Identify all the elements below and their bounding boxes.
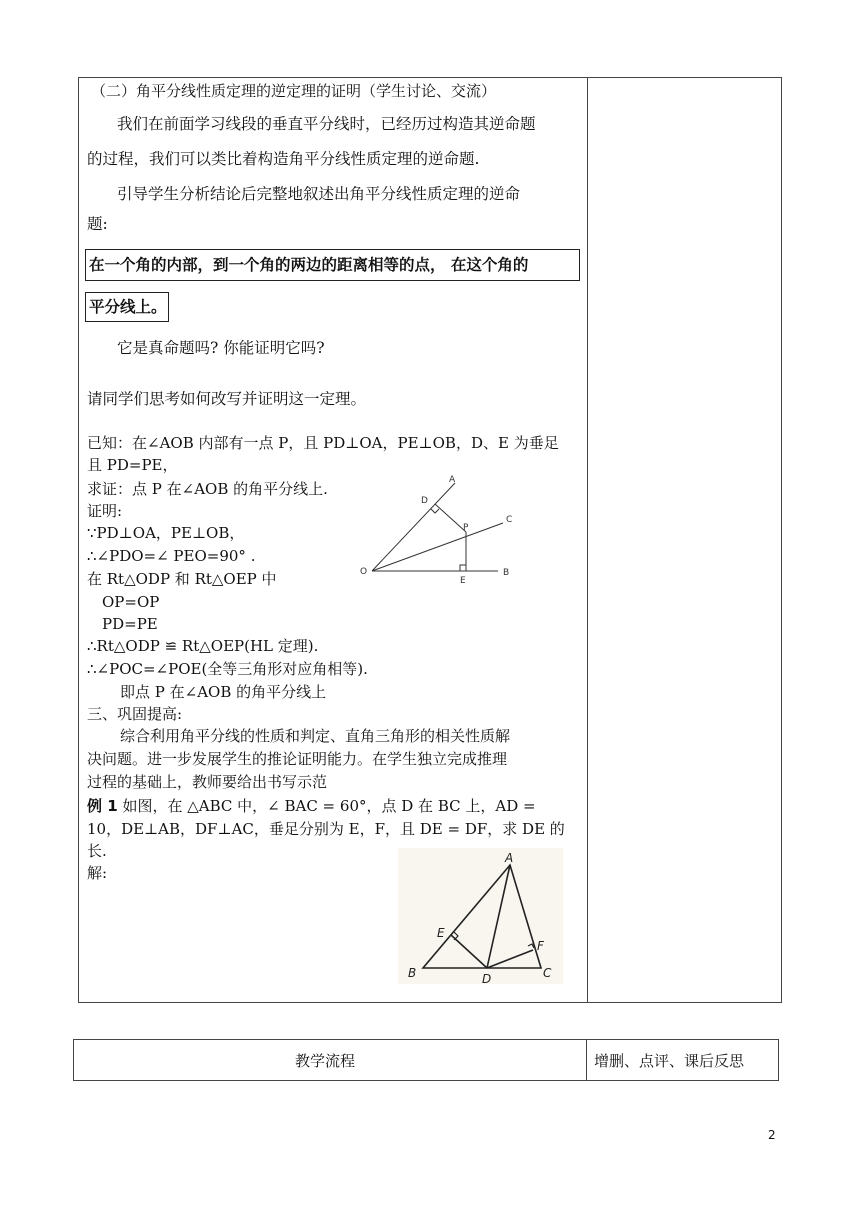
prove-statement: 求证：点 P 在∠AOB 的角平分线上.	[87, 480, 328, 498]
theorem-line2: 平分线上。	[89, 298, 167, 316]
given-line1: 已知：在∠AOB 内部有一点 P，且 PD⊥OA，PE⊥OB，D、E 为垂足	[87, 434, 559, 452]
section2-para2-line1: 引导学生分析结论后完整地叙述出角平分线性质定理的逆命	[117, 185, 521, 203]
example-label: 例 1	[87, 797, 118, 815]
given-line2: 且 PD=PE，	[87, 456, 178, 474]
fig2-label-f: F	[537, 939, 544, 953]
fig1-label-p: P	[463, 523, 469, 533]
solution-label: 解:	[87, 864, 108, 882]
fig1-label-o: O	[360, 567, 368, 577]
section2-question: 它是真命题吗? 你能证明它吗?	[117, 339, 325, 357]
section2-para1-line1: 我们在前面学习线段的垂直平分线时，已经历过构造其逆命题	[117, 115, 536, 133]
section2-prompt: 请同学们思考如何改写并证明这一定理。	[87, 390, 367, 408]
section3-para-line2: 决问题。进一步发展学生的推论证明能力。在学生独立完成推理	[87, 750, 508, 768]
section2-para1-line2: 的过程，我们可以类比着构造角平分线性质定理的逆命题.	[87, 150, 480, 168]
fig2-label-d: D	[482, 972, 492, 984]
triangle-figure	[398, 848, 563, 984]
section2-heading: （二）角平分线性质定理的逆定理的证明（学生讨论、交流）	[91, 82, 497, 100]
theorem-line1: 在一个角的内部，到一个角的两边的距离相等的点， 在这个角的	[89, 256, 529, 274]
table-column-divider	[587, 77, 588, 1003]
section2-para2-line2: 题:	[87, 215, 108, 233]
flow-table-col1: 教学流程	[295, 1052, 356, 1070]
fig2-label-c: C	[543, 966, 552, 980]
example-line2: 10，DE⊥AB，DF⊥AC，垂足分别为 E，F，且 DE = DF，求 DE 的	[87, 820, 565, 838]
proof-step8: 即点 P 在∠AOB 的角平分线上	[120, 683, 327, 701]
section3-para-line3: 过程的基础上，教师要给出书写示范	[87, 773, 328, 791]
section3-para-line1: 综合利用角平分线的性质和判定、直角三角形的相关性质解	[120, 727, 511, 745]
fig1-label-d: D	[421, 496, 428, 506]
example-line3: 长.	[87, 842, 107, 860]
fig2-label-e: E	[437, 926, 445, 940]
example-text-line1: 如图，在 △ABC 中，∠ BAC = 60°，点 D 在 BC 上，AD =	[117, 797, 536, 815]
flow-table-divider	[586, 1039, 587, 1081]
fig2-label-a: A	[505, 851, 514, 865]
proof-label: 证明:	[87, 502, 123, 520]
angle-bisector-figure	[355, 470, 525, 590]
fig2-label-b: B	[408, 966, 417, 980]
proof-step3: 在 Rt△ODP 和 Rt△OEP 中	[87, 570, 277, 588]
fig1-label-e: E	[460, 576, 466, 586]
fig1-label-c: C	[506, 515, 513, 525]
theorem-box-line1	[85, 249, 580, 281]
proof-step7: ∴∠POC=∠POE(全等三角形对应角相等).	[87, 660, 368, 678]
proof-step5: PD=PE	[102, 615, 158, 633]
fig1-label-b: B	[503, 568, 510, 578]
proof-step6: ∴Rt△ODP ≌ Rt△OEP(HL 定理).	[87, 637, 319, 655]
example-line1	[87, 795, 536, 817]
proof-step4: OP=OP	[102, 593, 160, 611]
fig1-label-a: A	[449, 475, 456, 485]
section3-heading: 三、巩固提高:	[87, 705, 183, 723]
proof-step1: ∵PD⊥OA，PE⊥OB，	[87, 524, 245, 542]
theorem-box-line2	[85, 292, 169, 322]
flow-table-col2: 增删、点评、课后反思	[594, 1052, 745, 1070]
proof-step2: ∴∠PDO=∠ PEO=90° .	[87, 547, 256, 565]
page-number: 2	[768, 1128, 776, 1142]
